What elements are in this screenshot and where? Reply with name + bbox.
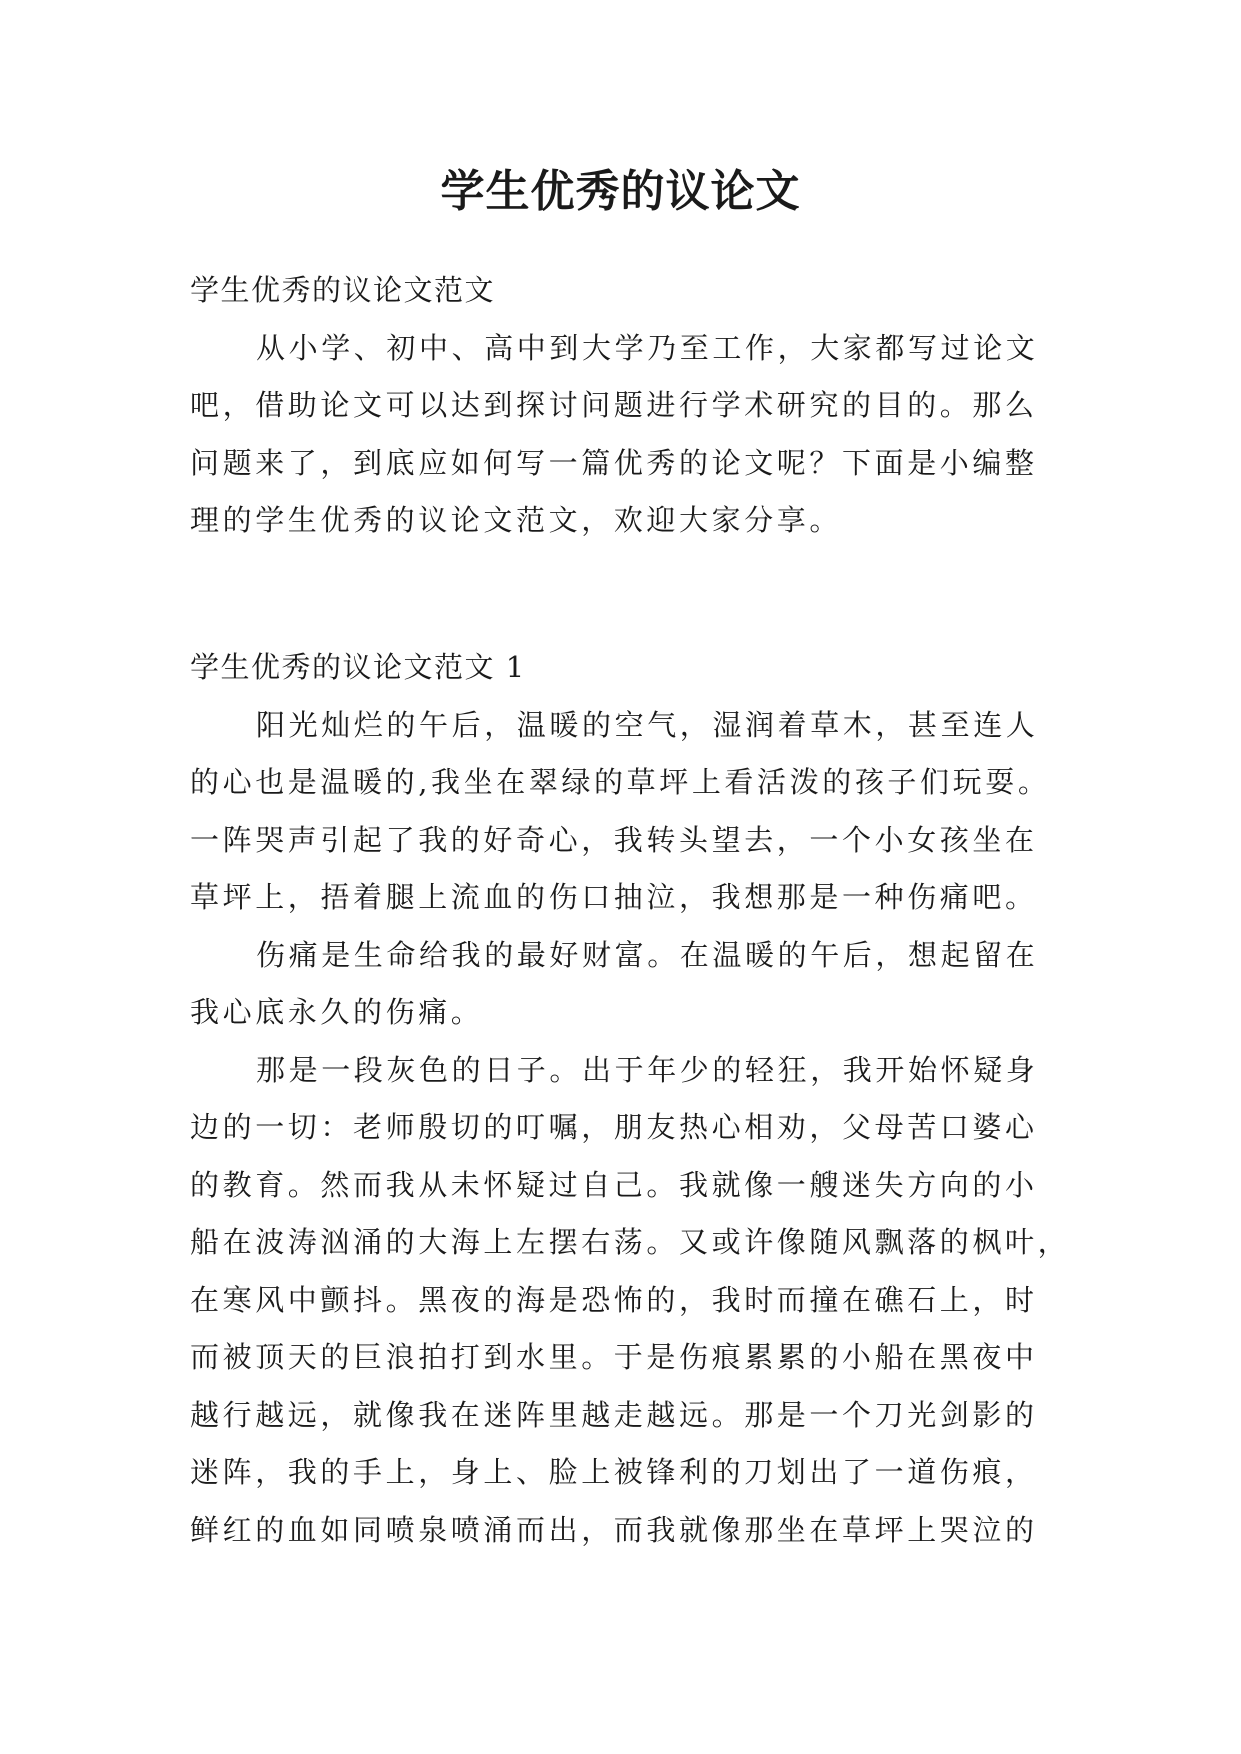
text-line: 伤痛是生命给我的最好财富。在温暖的午后，想起留在 [256,937,1039,972]
text-line: 吧，借助论文可以达到探讨问题进行学术研究的目的。那么 [190,388,1038,422]
document-title: 学生优秀的议论文 [440,166,801,217]
text-line: 那是一段灰色的日子。出于年少的轻狂，我开始怀疑身 [256,1052,1039,1087]
text-line: 的教育。然而我从未怀疑过自己。我就像一艘迷失方向的小 [190,1167,1038,1202]
paragraph-gap [190,566,1060,624]
text-line: 而被顶天的巨浪拍打到水里。于是伤痕累累的小船在黑夜中 [190,1340,1038,1374]
text-line: 迷阵，我的手上，身上、脸上被锋利的刀划出了一道伤痕， [190,1455,1038,1489]
section-heading: 学生优秀的议论文范文 1 [190,650,526,684]
text-line: 鲜红的血如同喷泉喷涌而出，而我就像那坐在草坪上哭泣的 [190,1512,1038,1547]
text-line: 一阵哭声引起了我的好奇心，我转头望去，一个小女孩坐在 [190,822,1038,857]
text-line: 草坪上，捂着腿上流血的伤口抽泣，我想那是一种伤痛吧。 [190,880,1038,914]
text-line: 我心底永久的伤痛。 [190,995,484,1029]
text-line: 在寒风中颤抖。黑夜的海是恐怖的，我时而撞在礁石上，时 [190,1282,1038,1317]
text-line: 问题来了，到底应如何写一篇优秀的论文呢？下面是小编整 [190,445,1038,480]
section-heading: 学生优秀的议论文范文 [190,273,496,307]
text-line: 阳光灿烂的午后，温暖的空气，湿润着草木，甚至连人 [256,707,1039,742]
text-line: 理的学生优秀的议论文范文，欢迎大家分享。 [190,503,843,537]
text-line: 船在波涛汹涌的大海上左摆右荡。又或许像随风飘落的枫叶， [190,1225,1071,1259]
document-body [190,262,1071,1559]
text-line: 从小学、初中、高中到大学乃至工作，大家都写过论文 [256,330,1039,365]
text-line: 越行越远，就像我在迷阵里越走越远。那是一个刀光剑影的 [190,1397,1038,1432]
text-line: 边的一切：老师殷切的叮嘱，朋友热心相劝，父母苦口婆心 [190,1110,1038,1144]
text-line: 的心也是温暖的,我坐在翠绿的草坪上看活泼的孩子们玩耍。 [190,765,1051,799]
